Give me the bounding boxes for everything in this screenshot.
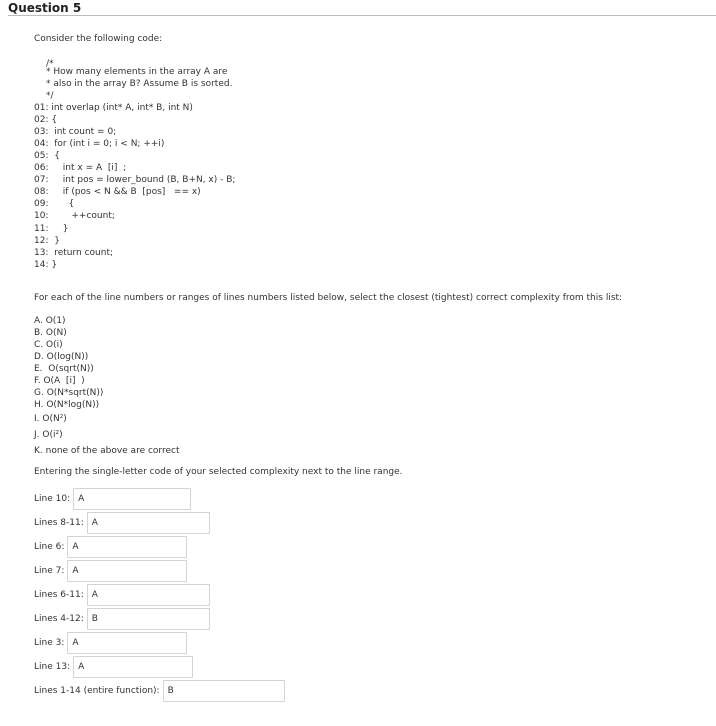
- answer-row-lines-4-12: [34, 608, 210, 630]
- entering-instruction: Entering the single-letter code of your selected complexity next to the line range.: [34, 467, 403, 477]
- answer-input[interactable]: [67, 560, 187, 582]
- answer-input[interactable]: [163, 680, 285, 702]
- code-line: 09: {: [34, 199, 75, 209]
- code-line: * also in the array B? Assume B is sorted.: [46, 79, 233, 89]
- answer-row-line-7: [34, 560, 187, 582]
- option-item: F. O(A [i] ): [34, 376, 85, 386]
- answer-row-line-13: [34, 656, 193, 678]
- code-line: 14: }: [34, 260, 58, 270]
- option-item: G. O(N*sqrt(N)): [34, 388, 104, 398]
- code-line: 02: {: [34, 115, 58, 125]
- answer-input[interactable]: [87, 608, 210, 630]
- code-line: 07: int pos = lower_bound (B, B+N, x) - B;: [34, 175, 236, 185]
- option-item: E. O(sqrt(N)): [34, 364, 94, 374]
- answer-row-lines-1-14: [34, 680, 285, 702]
- code-line: 06: int x = A [i] ;: [34, 163, 127, 173]
- option-item: D. O(log(N)): [34, 352, 89, 362]
- code-line: 04: for (int i = 0; i < N; ++i): [34, 139, 165, 149]
- option-item: I. O(N²): [34, 414, 67, 424]
- answer-label: Line 6:: [34, 542, 65, 552]
- option-item: C. O(i): [34, 340, 63, 350]
- answer-row-lines-8-11: [34, 512, 210, 534]
- option-item: J. O(i²): [34, 430, 63, 440]
- answer-label: Line 10:: [34, 494, 71, 504]
- answer-row-line-10: [34, 488, 191, 510]
- answer-row-line-3: [34, 632, 187, 654]
- answer-label: Line 3:: [34, 638, 65, 648]
- option-item: A. O(1): [34, 316, 66, 326]
- answer-label: Lines 6-11:: [34, 590, 84, 600]
- answer-label: Lines 1-14 (entire function):: [34, 686, 160, 696]
- code-line: 01: int overlap (int* A, int* B, int N): [34, 103, 193, 113]
- intro-text: Consider the following code:: [34, 34, 163, 44]
- option-item: K. none of the above are correct: [34, 446, 180, 456]
- answer-label: Line 13:: [34, 662, 71, 672]
- question-title: Question 5: [8, 1, 82, 15]
- code-line: 03: int count = 0;: [34, 127, 117, 137]
- option-item: H. O(N*log(N)): [34, 400, 100, 410]
- code-line: 10: ++count;: [34, 211, 115, 221]
- code-line: 05: {: [34, 151, 60, 161]
- code-line: 13: return count;: [34, 248, 114, 258]
- answer-input[interactable]: [87, 584, 210, 606]
- answer-input[interactable]: [67, 632, 187, 654]
- title-divider: [8, 15, 716, 16]
- code-line: /*: [46, 59, 54, 69]
- code-line: 11: }: [34, 224, 69, 234]
- code-line: */: [46, 91, 54, 101]
- option-item: B. O(N): [34, 328, 67, 338]
- code-line: * How many elements in the array A are: [46, 67, 228, 77]
- answer-label: Line 7:: [34, 566, 65, 576]
- answer-row-line-6: [34, 536, 187, 558]
- instruction-text: For each of the line numbers or ranges of lines numbers listed below, select the closest (tightest) correct complexity from this list:: [34, 293, 623, 303]
- answer-input[interactable]: [73, 488, 191, 510]
- answer-label: Lines 8-11:: [34, 518, 84, 528]
- code-line: 12: }: [34, 236, 60, 246]
- answer-label: Lines 4-12:: [34, 614, 84, 624]
- answer-input[interactable]: [87, 512, 210, 534]
- code-line: 08: if (pos < N && B [pos] == x): [34, 187, 201, 197]
- answer-input[interactable]: [73, 656, 193, 678]
- answer-input[interactable]: [67, 536, 187, 558]
- answer-row-lines-6-11: [34, 584, 210, 606]
